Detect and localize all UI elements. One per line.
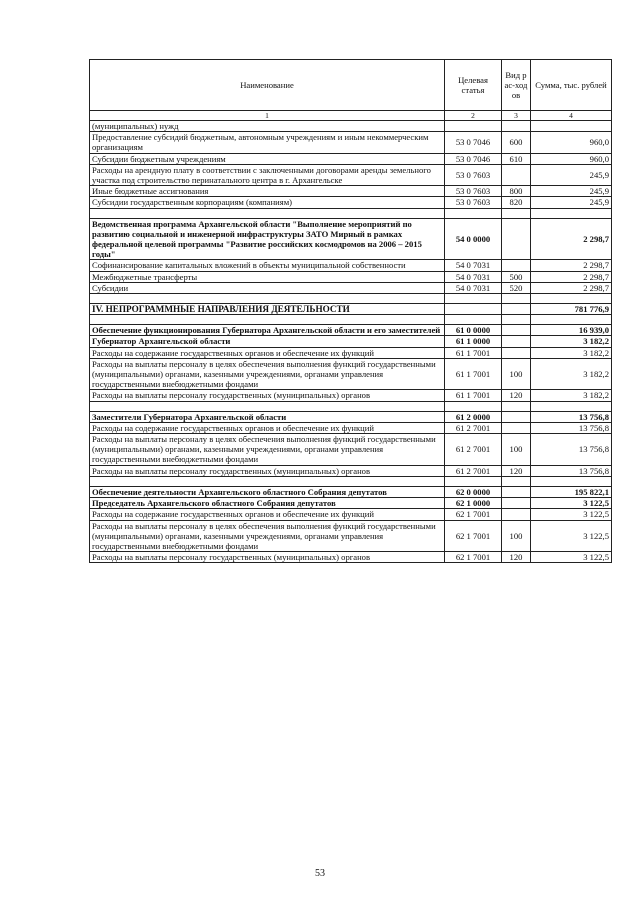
empty-cell [531,208,612,218]
page-number: 53 [315,868,325,879]
row-code-cell [445,121,502,132]
row-sum-cell: 13 756,8 [531,434,612,466]
column-number-row [90,111,612,121]
row-sum-cell: 3 182,2 [531,390,612,401]
row-name-cell: Субсидии [90,282,445,293]
row-code-cell: 61 2 0000 [445,411,502,422]
row-code-cell: 62 1 7001 [445,520,502,552]
row-code-cell: 53 0 7603 [445,186,502,197]
spacer-row [90,401,612,411]
row-kind-cell [502,325,531,336]
empty-cell [445,315,502,325]
row-name-cell: Расходы на выплаты персоналу государственных (муниципальных) органов [90,552,445,563]
row-name-cell: Иные бюджетные ассигнования [90,186,445,197]
row-code-cell: 54 0 7031 [445,260,502,271]
row-kind-cell [502,509,531,520]
row-name-cell: (муниципальных) нужд [90,121,445,132]
column-number: 4 [531,111,612,121]
column-number: 2 [445,111,502,121]
row-name-cell: Расходы на арендную плату в соответствии с заключенными договорами аренды земельного участка под строительство перинатального центра в г. Архангельске [90,164,445,185]
table-row [90,132,612,153]
row-code-cell: 62 1 7001 [445,509,502,520]
row-name-cell: Заместители Губернатора Архангельской области [90,411,445,422]
row-code-cell: 62 1 0000 [445,498,502,509]
spacer-row [90,476,612,486]
row-name-cell: Расходы на содержание государственных органов и обеспечение их функций [90,509,445,520]
column-number: 3 [502,111,531,121]
row-kind-cell: 120 [502,390,531,401]
empty-cell [90,401,445,411]
header-kind: Вид рас-ходов [502,60,531,111]
row-name-cell: Обеспечение функционирования Губернатора Архангельской области и его заместителей [90,325,445,336]
row-sum-cell: 13 756,8 [531,465,612,476]
table-row [90,422,612,433]
header-sum: Сумма, тыс. рублей [531,60,612,111]
column-number: 1 [90,111,445,121]
table-row [90,186,612,197]
row-name-cell: Софинансирование капитальных вложений в объекты муниципальной собственности [90,260,445,271]
budget-table [89,59,612,563]
row-name-cell: Расходы на выплаты персоналу государственных (муниципальных) органов [90,465,445,476]
row-code-cell: 61 0 0000 [445,325,502,336]
table-row [90,465,612,476]
row-code-cell: 54 0 7031 [445,282,502,293]
row-code-cell: 61 1 7001 [445,390,502,401]
row-kind-cell [502,218,531,260]
row-name-cell: Субсидии бюджетным учреждениям [90,153,445,164]
row-name-cell: Расходы на выплаты персоналу в целях обеспечения выполнения функций государственными (муниципальными) органами, казенными учреждениями, органами управления государственными внебюджетными фондами [90,434,445,466]
empty-cell [445,294,502,304]
spacer-row [90,208,612,218]
row-name-cell: Предоставление субсидий бюджетным, автономным учреждениям и иным некоммерческим организациям [90,132,445,153]
table-row [90,197,612,208]
row-sum-cell: 245,9 [531,186,612,197]
header-name: Наименование [90,60,445,111]
row-kind-cell [502,121,531,132]
row-name-cell: Расходы на выплаты персоналу в целях обеспечения выполнения функций государственными (муниципальными) органами, казенными учреждениями, органами управления государственными внебюджетными фондами [90,520,445,552]
table-row [90,325,612,336]
table-row [90,282,612,293]
table-row [90,260,612,271]
row-code-cell: 61 1 7001 [445,358,502,390]
row-kind-cell: 120 [502,552,531,563]
row-sum-cell: 195 822,1 [531,486,612,497]
row-sum-cell: 13 756,8 [531,422,612,433]
row-code-cell: 62 1 7001 [445,552,502,563]
row-sum-cell: 2 298,7 [531,260,612,271]
row-sum-cell: 2 298,7 [531,218,612,260]
row-sum-cell: 3 182,2 [531,336,612,347]
row-sum-cell: 245,9 [531,197,612,208]
empty-cell [445,401,502,411]
spacer-row [90,315,612,325]
row-code-cell [445,304,502,315]
row-name-cell: IV. НЕПРОГРАММНЫЕ НАПРАВЛЕНИЯ ДЕЯТЕЛЬНОСТИ [90,304,445,315]
table-row [90,552,612,563]
table-row [90,218,612,260]
table-row [90,347,612,358]
table-row [90,358,612,390]
row-kind-cell [502,486,531,497]
row-code-cell: 61 1 7001 [445,347,502,358]
empty-cell [502,401,531,411]
row-name-cell: Расходы на содержание государственных органов и обеспечение их функций [90,347,445,358]
row-kind-cell: 500 [502,271,531,282]
row-kind-cell [502,336,531,347]
row-name-cell: Губернатор Архангельской области [90,336,445,347]
spacer-row [90,294,612,304]
row-sum-cell: 2 298,7 [531,271,612,282]
table-row [90,486,612,497]
empty-cell [445,208,502,218]
row-name-cell: Обеспечение деятельности Архангельского областного Собрания депутатов [90,486,445,497]
row-sum-cell: 3 122,5 [531,552,612,563]
table-row [90,271,612,282]
row-sum-cell: 3 122,5 [531,520,612,552]
row-sum-cell: 16 939,0 [531,325,612,336]
row-kind-cell [502,164,531,185]
row-code-cell: 53 0 7603 [445,164,502,185]
row-code-cell: 61 2 7001 [445,422,502,433]
row-kind-cell [502,411,531,422]
table-row [90,164,612,185]
header-code: Целевая статья [445,60,502,111]
table-row [90,498,612,509]
empty-cell [531,476,612,486]
row-sum-cell: 2 298,7 [531,282,612,293]
row-kind-cell [502,422,531,433]
row-kind-cell: 120 [502,465,531,476]
row-kind-cell: 820 [502,197,531,208]
row-sum-cell: 960,0 [531,153,612,164]
table-row [90,520,612,552]
table-row [90,411,612,422]
empty-cell [502,315,531,325]
empty-cell [90,294,445,304]
row-sum-cell: 3 122,5 [531,509,612,520]
table-row [90,336,612,347]
row-kind-cell: 610 [502,153,531,164]
row-sum-cell: 781 776,9 [531,304,612,315]
row-name-cell: Расходы на выплаты персоналу в целях обеспечения выполнения функций государственными (муниципальными) органами, казенными учреждениями, органами управления государственными внебюджетными фондами [90,358,445,390]
row-code-cell: 61 2 7001 [445,434,502,466]
row-kind-cell: 800 [502,186,531,197]
table-body [90,121,612,563]
empty-cell [445,476,502,486]
row-sum-cell: 960,0 [531,132,612,153]
row-name-cell: Расходы на выплаты персоналу государственных (муниципальных) органов [90,390,445,401]
empty-cell [90,208,445,218]
row-code-cell: 53 0 7046 [445,153,502,164]
row-code-cell: 61 2 7001 [445,465,502,476]
row-kind-cell: 100 [502,358,531,390]
row-sum-cell: 3 122,5 [531,498,612,509]
row-code-cell: 54 0 7031 [445,271,502,282]
row-code-cell: 62 0 0000 [445,486,502,497]
empty-cell [90,476,445,486]
row-sum-cell: 3 182,2 [531,358,612,390]
table-row [90,121,612,132]
row-kind-cell: 100 [502,520,531,552]
row-name-cell: Председатель Архангельского областного Собрания депутатов [90,498,445,509]
row-kind-cell: 520 [502,282,531,293]
table-row [90,390,612,401]
table-row [90,304,612,315]
row-kind-cell: 100 [502,434,531,466]
empty-cell [502,294,531,304]
empty-cell [502,476,531,486]
empty-cell [502,208,531,218]
empty-cell [531,315,612,325]
row-name-cell: Субсидии государственным корпорациям (компаниям) [90,197,445,208]
table-row [90,434,612,466]
row-kind-cell [502,260,531,271]
empty-cell [90,315,445,325]
empty-cell [531,294,612,304]
table-header-row [90,60,612,111]
row-sum-cell: 13 756,8 [531,411,612,422]
row-name-cell: Межбюджетные трансферты [90,271,445,282]
row-name-cell: Расходы на содержание государственных органов и обеспечение их функций [90,422,445,433]
empty-cell [531,401,612,411]
row-kind-cell [502,347,531,358]
row-kind-cell: 600 [502,132,531,153]
row-sum-cell: 3 182,2 [531,347,612,358]
row-sum-cell: 245,9 [531,164,612,185]
row-code-cell: 53 0 7046 [445,132,502,153]
row-kind-cell [502,304,531,315]
row-code-cell: 61 1 0000 [445,336,502,347]
table-row [90,509,612,520]
row-name-cell: Ведомственная программа Архангельской области "Выполнение мероприятий по развитию социальной и инженерной инфраструктуры ЗАТО Мирный в рамках федеральной целевой программы "Развитие российских космодромов на 2006 – 2015 годы" [90,218,445,260]
row-sum-cell [531,121,612,132]
table-row [90,153,612,164]
row-code-cell: 54 0 0000 [445,218,502,260]
row-kind-cell [502,498,531,509]
row-code-cell: 53 0 7603 [445,197,502,208]
